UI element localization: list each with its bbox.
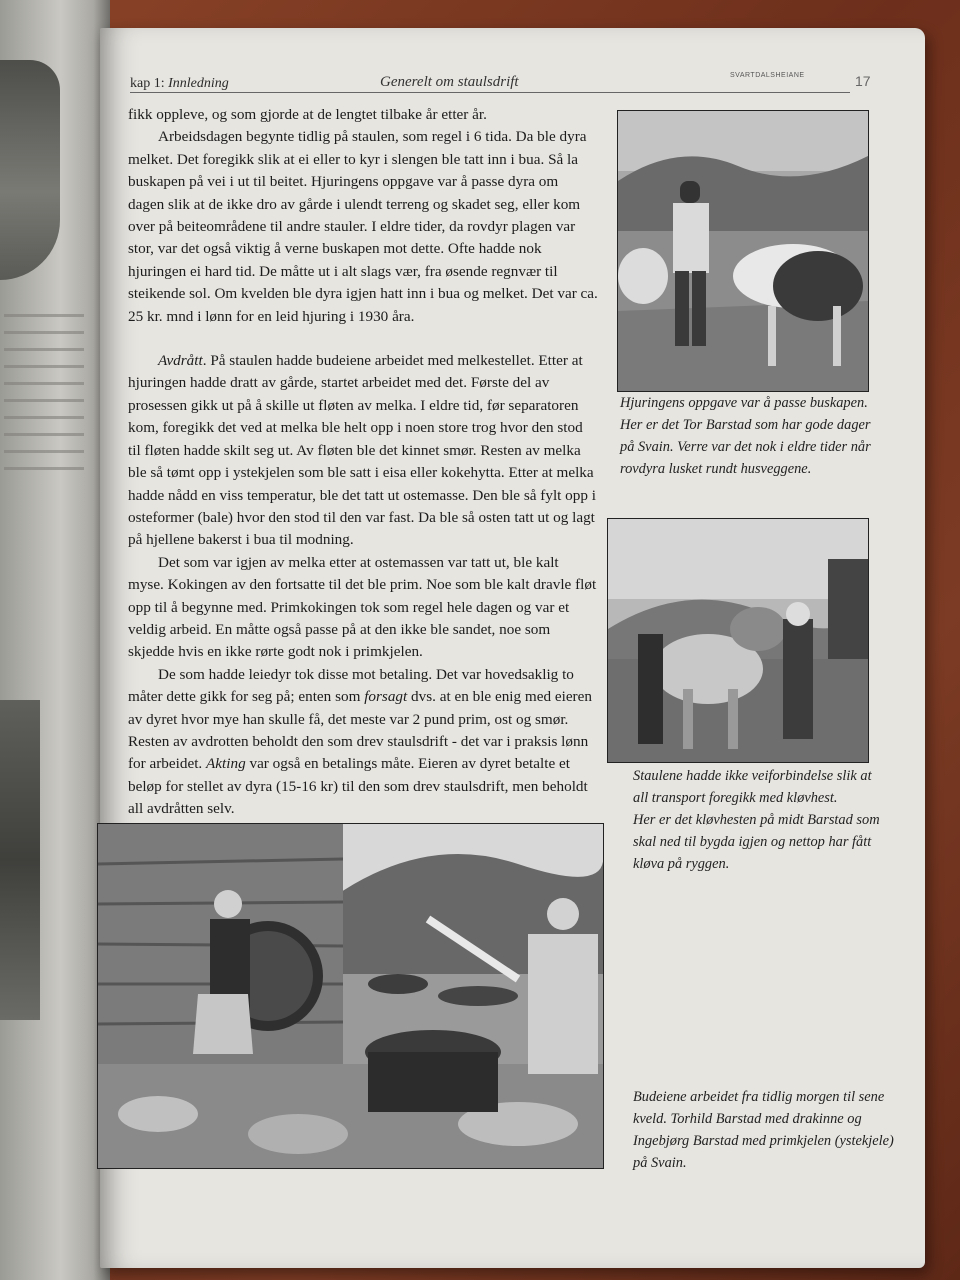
left-page-text xyxy=(4,300,84,484)
header-rule xyxy=(130,92,850,93)
page-number: 17 xyxy=(855,73,871,89)
left-page-photo-top xyxy=(0,60,60,280)
photo-dairymaids xyxy=(97,823,604,1169)
caption-pack-horse-line-2: Her er det kløvhesten på midt Barstad som skal ned til bygda igjen og nettop har fått kløva på ryggen. xyxy=(633,812,880,872)
paragraph-5-emphasis-2: Akting xyxy=(206,755,246,773)
paragraph-5-part-b: dvs. at en ble enig med eieren av dyret hvor mye han skulle få, det meste var 2 pund prim, ost og smør. Resten av avdrotten beholdt den som drev staulsdrift - det var i praksis lønn for arbeidet. xyxy=(128,688,592,773)
chapter-label xyxy=(130,76,229,92)
caption-pack-horse-line-1: Staulene hadde ikke veiforbindelse slik at all transport foregikk med kløvhest. xyxy=(633,768,872,806)
caption-dairymaids: Budeiene arbeidet fra tidlig morgen til sene kveld. Torhild Barstad med drakinne og Ingebjørg Barstad med primkjelen (ystekjele) på Svain. xyxy=(633,1089,894,1171)
paragraph-1: fikk oppleve, og som gjorde at de lengtet tilbake år etter år. xyxy=(128,106,487,123)
photo-herder-with-cows xyxy=(617,110,869,392)
chapter-name: Innledning xyxy=(168,76,229,91)
chapter-prefix: kap 1: xyxy=(130,76,165,91)
running-title: Generelt om staulsdrift xyxy=(380,74,519,90)
left-page xyxy=(0,0,110,1280)
photo-pack-horse xyxy=(607,518,869,763)
caption-pack-horse xyxy=(633,765,883,875)
paragraph-5-emphasis-1: forsagt xyxy=(364,688,408,706)
paragraph-3-lead: Avdrått xyxy=(158,352,203,370)
paragraph-3-text: . På staulen hadde budeiene arbeidet med melkestellet. Etter at hjuringen hadde dratt av gårde, startet arbeidet med det. Første del av prosessen gikk ut på å skille ut fløten av melka. I eldre tid, før separatoren kom, foregikk det ved at melka ble helt opp i noen store trog hvor den stod til fløten hadde skilt seg ut. Av fløten ble det kinnet smør. Resten av melka ble så tømt opp i ystekjelen som ble satt i eisa eller kokehytta. Etter at melka hadde nådd en viss temperatur, ble det tatt ut ostemasse. Den ble så fylt opp i osteformer (bale) hvor den stod til den var fast. Da ble så osten tatt ut og lagt på hjellene bakerst i bua til modning. xyxy=(128,352,596,549)
left-page-photo-bottom xyxy=(0,700,40,1020)
brand-label: SVARTDALSHEIANE xyxy=(730,72,805,79)
paragraph-5-part-a: De som hadde leiedyr tok disse mot betaling. Det var hovedsaklig to måter dette gikk for seg på; enten som xyxy=(128,665,574,706)
paragraph-3 xyxy=(128,350,598,552)
paragraph-5-part-c: var også en betalings måte. Eieren av dyret betalte et beløp for stellet av dyra (15-16 kr) til den som drev staulsdrift, men beholdt all avdråtten selv. xyxy=(128,755,588,818)
paragraph-2: Arbeidsdagen begynte tidlig på staulen, som regel i 6 tida. Da ble dyra melket. Det foregikk slik at ei eller to kyr i slengen ble tatt inn i bua. Så la buskapen på vei i ut til beitet. Hjuringens oppgave var å passe dyra om dagen slik at de ikke dro av gårde i ulendt terreng og skadet seg, eller kom over på beiteområdene til andre stauler. I eldre tider, da rovdyr plagen var stor, var det også viktig å verne buskapen mot dette. Ofte hadde nok hjuringen ei hard tid. De måtte ut i alt slags vær, fra øsende regnvær til steikende sol. Om kvelden ble dyra igjen hatt inn i bua og melket. Det var ca. 25 kr. mnd i lønn for en leid hjuring i 1930 åra. xyxy=(128,128,598,325)
body-text xyxy=(128,104,598,821)
paragraph-5 xyxy=(128,664,598,821)
page-header xyxy=(130,70,885,104)
paragraph-4: Det som var igjen av melka etter at ostemassen var tatt ut, ble kalt myse. Kokingen av den fortsatte til det ble prim. Noe som ble kalt dravle fløt opp til å begynne med. Primkokingen tok som regel hele dagen og var et veldig arbeid. En måtte også passe på at den ikke ble sandet, noe som skjedde hvis en ikke rørte godt nok i primkjelen. xyxy=(128,553,597,661)
caption-herder-photo: Hjuringens oppgave var å passe buskapen. Her er det Tor Barstad som har gode dager på Svain. Verre var det nok i eldre tider når rovdyra lusket rundt husveggene. xyxy=(620,395,871,477)
